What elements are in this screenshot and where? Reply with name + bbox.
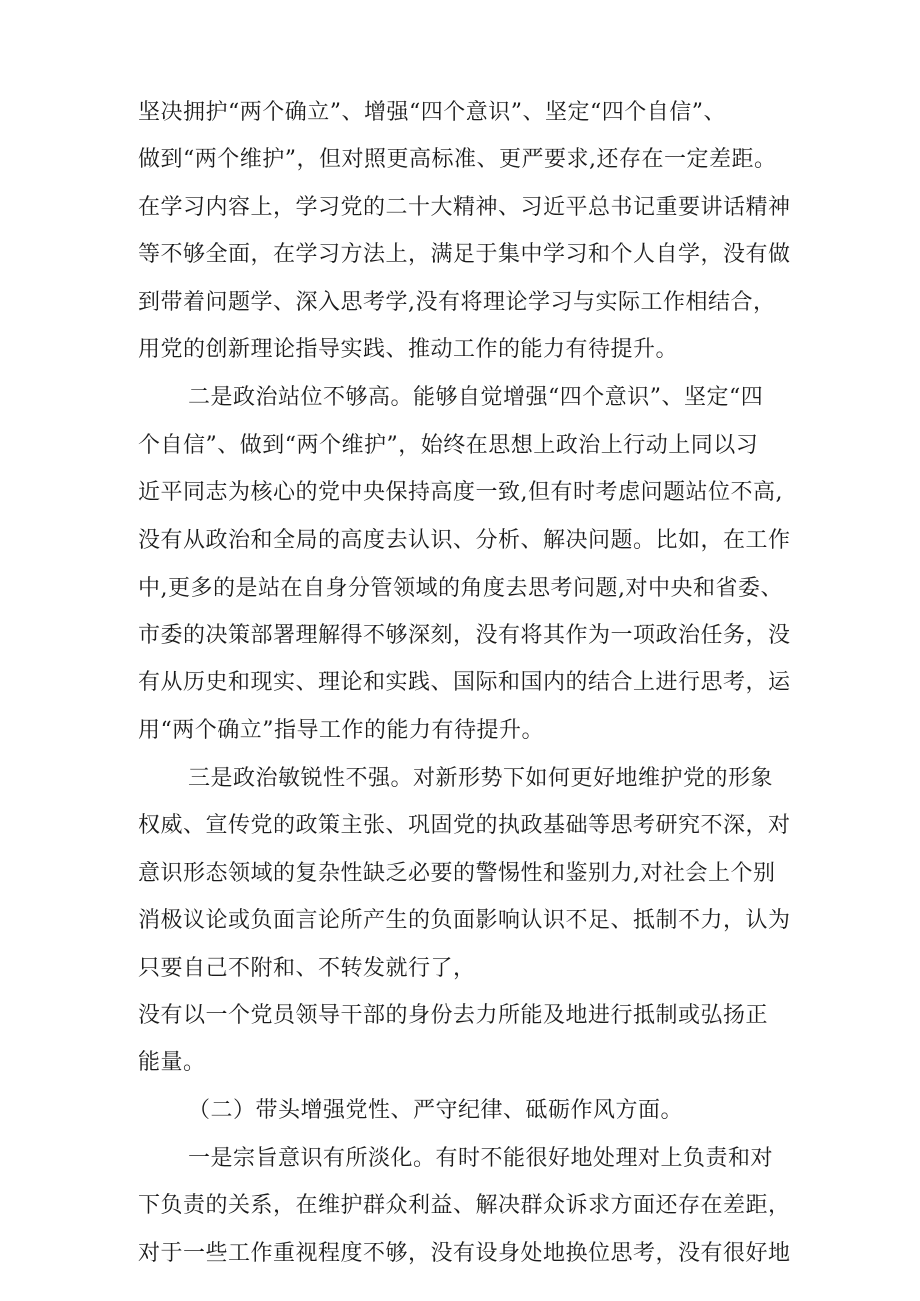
text-line: 近平同志为核心的党中央保持高度一致,但有时考虑问题站位不高, bbox=[138, 480, 783, 505]
text-line: 能量。 bbox=[138, 1050, 206, 1075]
text-line: 坚决拥护“两个确立”、增强“四个意识”、坚定“四个自信”、 bbox=[138, 100, 726, 125]
text-line: 中,更多的是站在自身分管领域的角度去思考问题,对中央和省委、 bbox=[138, 576, 783, 601]
text-line: 等不够全面，在学习方法上，满足于集中学习和个人自学，没有做 bbox=[138, 242, 791, 267]
text-line: 消极议论或负面言论所产生的负面影响认识不足、抵制不力，认为 bbox=[138, 908, 791, 933]
paragraph-first-line: 二是政治站位不够高。能够自觉增强“四个意识”、坚定“四 bbox=[188, 385, 764, 410]
text-line: 没有从政治和全局的高度去认识、分析、解决问题。比如，在工作 bbox=[138, 528, 791, 553]
text-line: 做到“两个维护”，但对照更高标准、更严要求,还存在一定差距。 bbox=[138, 147, 777, 172]
text-line: 用“两个确立”指导工作的能力有待提升。 bbox=[138, 718, 544, 743]
text-line: 只要自己不附和、不转发就行了， bbox=[138, 956, 476, 981]
paragraph-first-line: 三是政治敏锐性不强。对新形势下如何更好地维护党的形象 bbox=[188, 766, 774, 791]
text-line: 下负责的关系，在维护群众利益、解决群众诉求方面还存在差距， bbox=[138, 1193, 791, 1218]
paragraph-first-line: 一是宗旨意识有所淡化。有时不能很好地处理对上负责和对 bbox=[188, 1146, 774, 1171]
text-line: 个自信”、做到“两个维护”，始终在思想上政治上行动上同以习 bbox=[138, 433, 759, 458]
text-line: 到带着问题学、深入思考学,没有将理论学习与实际工作相结合， bbox=[138, 290, 776, 315]
text-line: 没有以一个党员领导干部的身份去力所能及地进行抵制或弘扬正 bbox=[138, 1003, 769, 1028]
text-line: 权威、宣传党的政策主张、巩固党的执政基础等思考研究不深，对 bbox=[138, 813, 791, 838]
section-heading: （二）带头增强党性、严守纪律、砥砺作风方面。 bbox=[188, 1098, 684, 1123]
text-line: 在学习内容上，学习党的二十大精神、习近平总书记重要讲话精神 bbox=[138, 195, 791, 220]
text-line: 用党的创新理论指导实践、推动工作的能力有待提升。 bbox=[138, 337, 679, 362]
text-line: 有从历史和现实、理论和实践、国际和国内的结合上进行思考，运 bbox=[138, 670, 791, 695]
text-line: 意识形态领域的复杂性缺乏必要的警惕性和鉴别力,对社会上个别 bbox=[138, 861, 776, 886]
text-line: 对于一些工作重视程度不够，没有设身处地换位思考，没有很好地 bbox=[138, 1241, 791, 1266]
text-line: 市委的决策部署理解得不够深刻，没有将其作为一项政治任务，没 bbox=[138, 623, 791, 648]
